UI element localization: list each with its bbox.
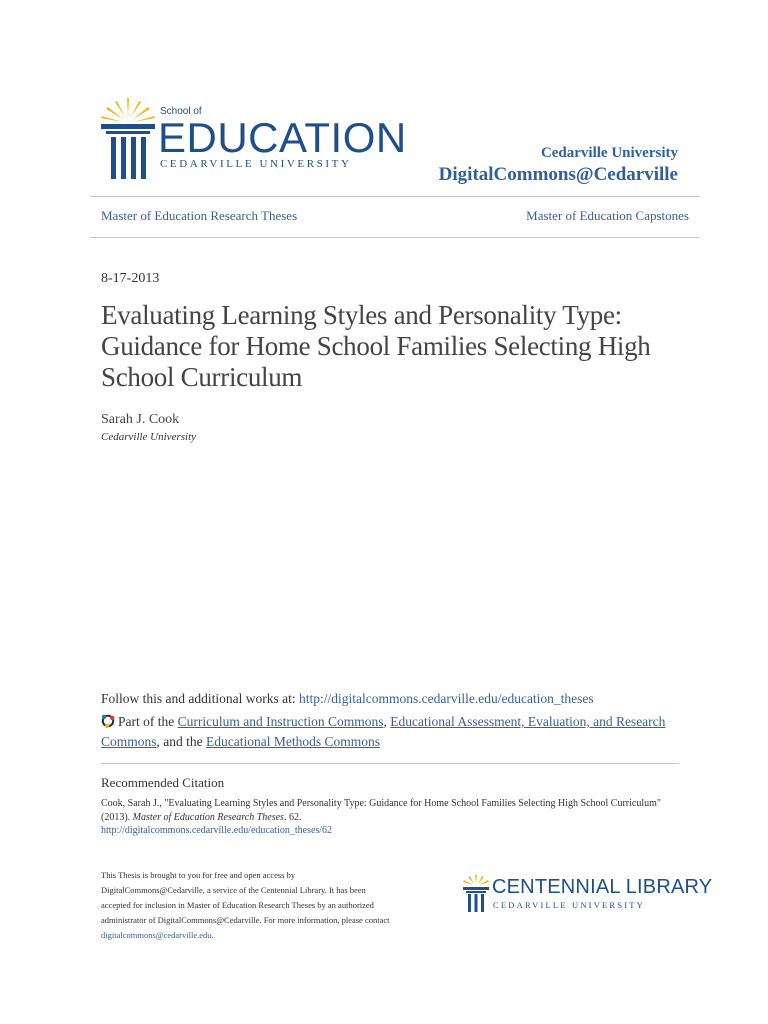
citation-body [101, 797, 661, 838]
follow-url-link[interactable]: http://digitalcommons.cedarville.edu/education_theses [299, 691, 594, 706]
commons-link-assessment[interactable]: Educational Assessment, Evaluation, and Research Commons [101, 714, 666, 749]
centennial-library-logo [462, 874, 713, 914]
citation-series: Master of Education Research Theses [132, 811, 284, 823]
part-of-sep1: , [383, 714, 391, 729]
part-of-line [101, 712, 681, 752]
part-of-prefix: Part of the [118, 714, 178, 729]
pillar-sun-icon [98, 96, 158, 186]
repository-university[interactable]: Cedarville University [540, 145, 678, 161]
commons-link-curriculum[interactable]: Curriculum and Instruction Commons [177, 714, 384, 729]
library-name: CENTENNIAL LIBRARY [492, 876, 713, 898]
series-link-capstones[interactable]: Master of Education Capstones [526, 208, 689, 223]
access-statement-end: . [211, 930, 214, 940]
commons-link-methods[interactable]: Educational Methods Commons [206, 734, 380, 749]
citation-url-link[interactable]: http://digitalcommons.cedarville.edu/education_theses/62 [101, 825, 333, 836]
follow-prefix: Follow this and additional works at: [101, 691, 299, 706]
access-statement-text: This Thesis is brought to you for free and open access by DigitalCommons@Cedarville, a service of the Centennial Library. It has been accepted for inclusion in Master of Education Research Theses by an authorized administrator of DigitalCommons@Cedarville. For more information, please contact [101, 870, 390, 925]
author-affiliation: Cedarville University [101, 431, 197, 443]
part-of-sep2: , and the [156, 734, 207, 749]
citation-text: Cook, Sarah J., "Evaluating Learning Styles and Personality Type: Guidance for Home School Families Selecting High School Curriculum" (2013). [101, 798, 661, 823]
publication-date: 8-17-2013 [101, 271, 160, 286]
follow-line [101, 689, 681, 709]
repository-name[interactable]: DigitalCommons@Cedarville [438, 164, 678, 185]
repository-header [439, 145, 678, 186]
divider-top [90, 196, 700, 197]
access-statement [101, 868, 391, 943]
commons-network-icon [101, 714, 115, 728]
citation-text-after: . 62. [283, 811, 302, 823]
school-of-education-logo [98, 96, 407, 186]
library-pillar-sun-icon [462, 874, 490, 914]
library-university: CEDARVILLE UNIVERSITY [493, 900, 645, 910]
citation-heading: Recommended Citation [101, 775, 225, 790]
series-link-research-theses[interactable]: Master of Education Research Theses [101, 208, 298, 223]
logo-education: EDUCATION [158, 114, 407, 161]
divider-citation [101, 763, 679, 764]
article-title: Evaluating Learning Styles and Personality Type: Guidance for Home School Families Selecting High School Curriculum [101, 300, 651, 392]
contact-email-link[interactable]: digitalcommons@cedarville.edu [101, 930, 212, 940]
divider-series [90, 237, 700, 238]
logo-university: CEDARVILLE UNIVERSITY [160, 158, 352, 170]
logo-school-of: School of [160, 106, 202, 117]
author-name: Sarah J. Cook [101, 412, 180, 427]
